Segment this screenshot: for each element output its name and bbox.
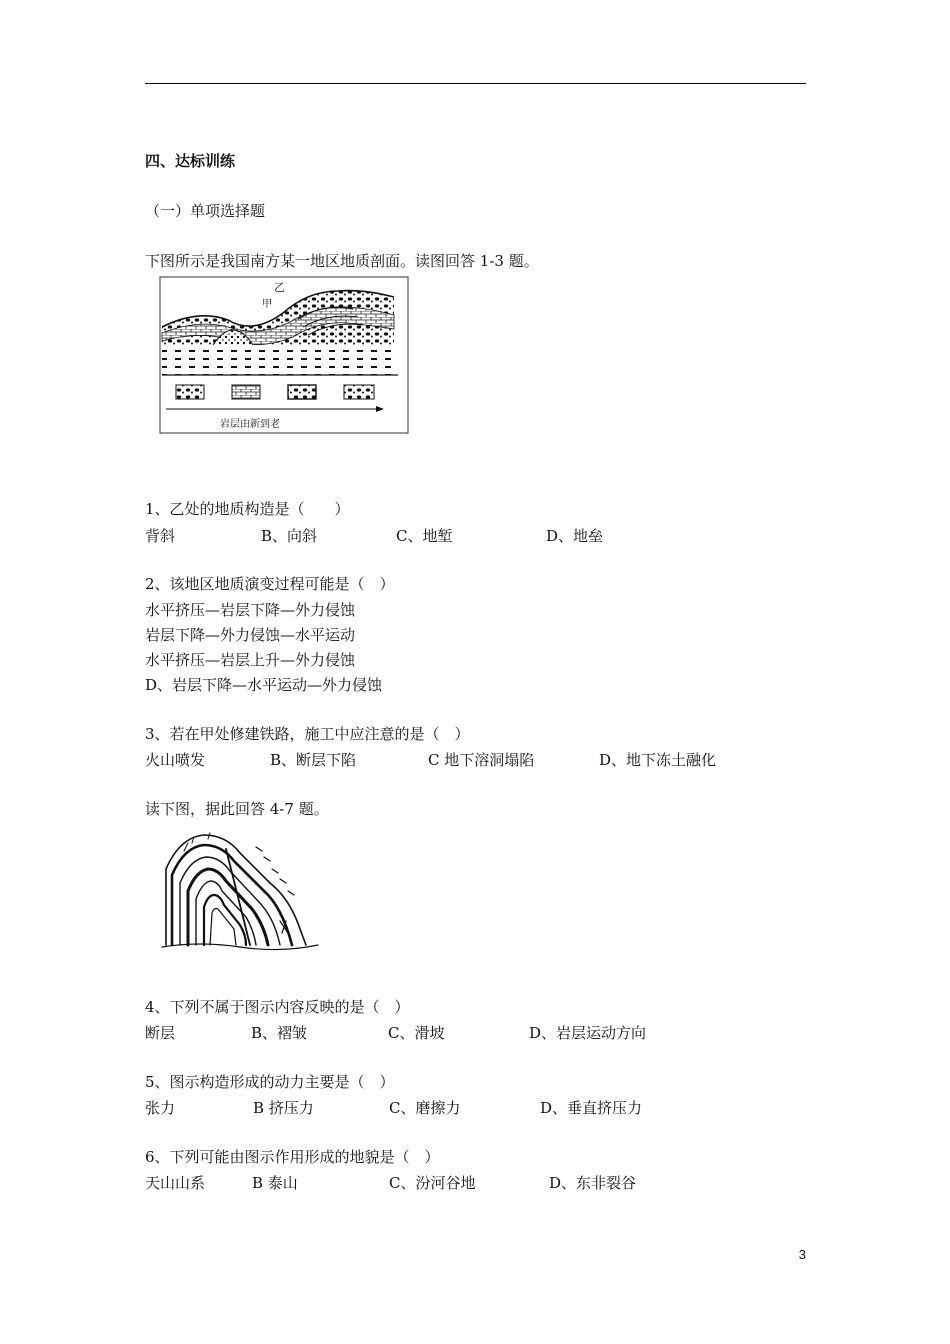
intro-text-1: 下图所示是我国南方某一地区地质剖面。读图回答 1-3 题。 (145, 252, 539, 270)
q2-option-d: D、岩层下降—水平运动—外力侵蚀 (145, 676, 383, 694)
q6-option-c: C、汾河谷地 (389, 1174, 476, 1192)
section-title: 四、达标训练 (145, 152, 236, 170)
q4-option-d: D、岩层运动方向 (529, 1024, 647, 1042)
question-4-stem: 4、下列不属于图示内容反映的是（ ） (145, 998, 410, 1016)
q4-option-c: C、滑坡 (388, 1024, 445, 1042)
q3-option-d: D、地下冻土融化 (599, 751, 717, 769)
q1-option-d: D、地垒 (546, 527, 604, 545)
q2-option-c: 水平挤压—岩层上升—外力侵蚀 (145, 651, 356, 669)
age-arrow-head (376, 406, 384, 412)
question-6-stem: 6、下列可能由图示作用形成的地貌是（ ） (145, 1148, 440, 1166)
q4-option-a: 断层 (145, 1024, 176, 1042)
subsection-title: （一）单项选择题 (145, 202, 266, 220)
question-1-stem: 1、乙处的地质构造是（ ） (145, 500, 350, 518)
q5-option-d: D、垂直挤压力 (540, 1099, 643, 1117)
q2-option-a: 水平挤压—岩层下降—外力侵蚀 (145, 601, 356, 619)
q6-option-b: B 泰山 (252, 1174, 298, 1192)
q5-option-a: 张力 (145, 1099, 176, 1117)
q4-option-b: B、褶皱 (251, 1024, 308, 1042)
q1-option-b: B、向斜 (261, 527, 318, 545)
figure1-caption: 岩层由新到老 (220, 419, 280, 430)
label-jia: 甲 (262, 299, 272, 310)
q5-option-c: C、磨擦力 (389, 1099, 461, 1117)
rock-layers (162, 291, 398, 375)
question-2-stem: 2、该地区地质演变过程可能是（ ） (145, 575, 395, 593)
label-yi: 乙 (274, 281, 285, 294)
legend (176, 385, 374, 399)
header-rule (145, 83, 806, 84)
q3-option-a: 火山喷发 (145, 751, 206, 769)
intro-text-2: 读下图，据此回答 4-7 题。 (145, 800, 329, 818)
geologic-profile-figure (158, 275, 410, 435)
q6-option-a: 天山山系 (145, 1174, 206, 1192)
q6-option-d: D、东非裂谷 (549, 1174, 637, 1192)
q3-option-b: B、断层下陷 (270, 751, 357, 769)
question-3-stem: 3、若在甲处修建铁路，施工中应注意的是（ ） (145, 725, 470, 743)
fold-fault-figure (160, 829, 320, 953)
q2-option-b: 岩层下降—外力侵蚀—水平运动 (145, 626, 356, 644)
q1-option-c: C、地堑 (396, 527, 453, 545)
q3-option-c: C 地下溶洞塌陷 (428, 751, 535, 769)
q5-option-b: B 挤压力 (253, 1099, 314, 1117)
page-number: 3 (798, 1247, 806, 1262)
q1-option-a: 背斜 (145, 527, 176, 545)
question-5-stem: 5、图示构造形成的动力主要是（ ） (145, 1073, 395, 1091)
